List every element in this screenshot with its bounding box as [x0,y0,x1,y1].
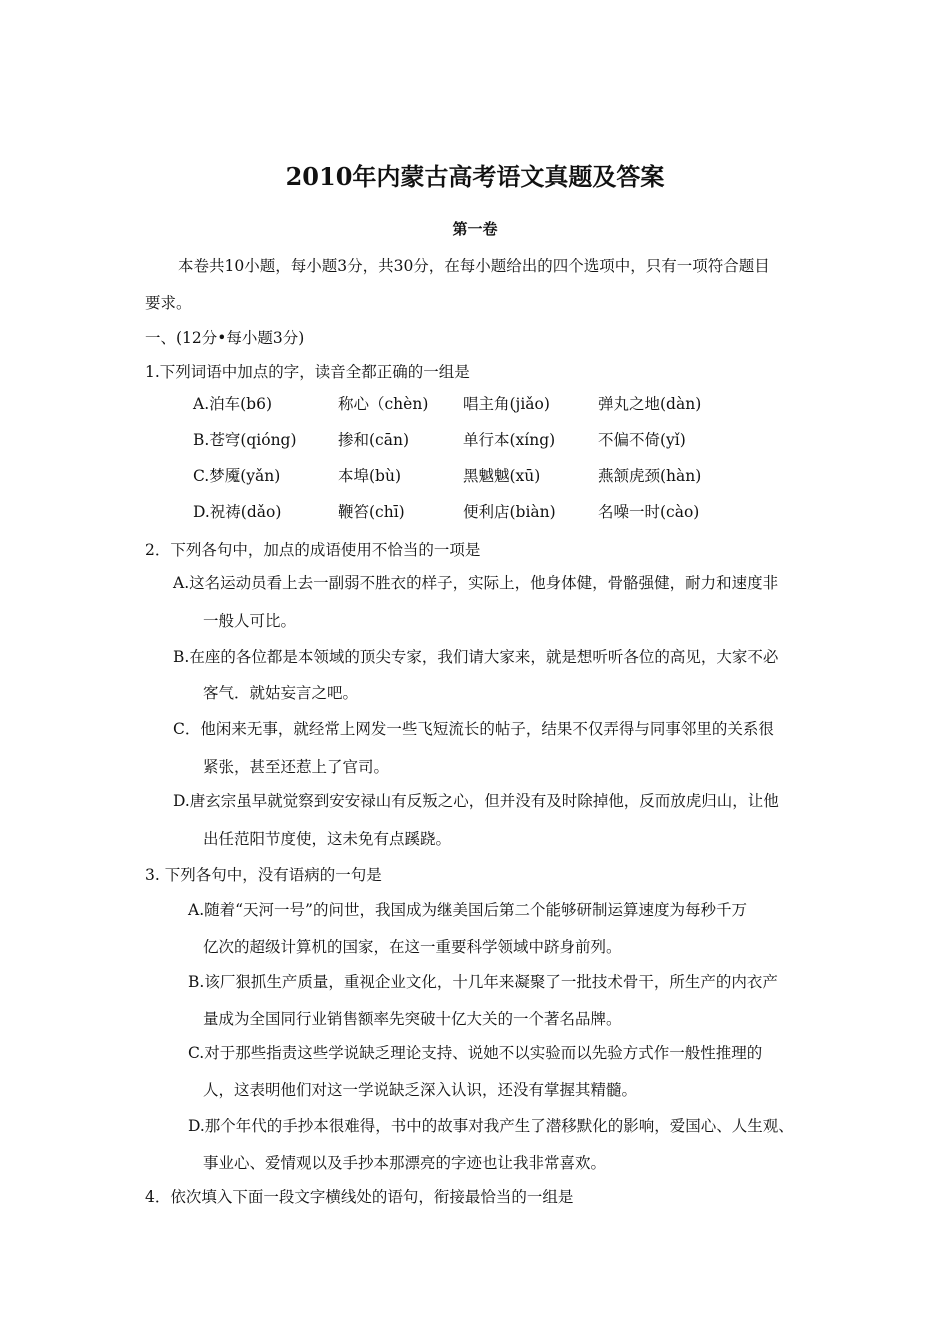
q1-option-c-3: 黑魆魆(xū) [463,467,541,485]
page-title: 2010年内蒙古高考语文真题及答案 [285,162,665,191]
q2-option-c-line2: 紧张，甚至还惹上了官司。 [203,758,390,776]
q1-option-c-1: C.梦魇(yǎn) [193,467,281,485]
q2-option-a-line1: A.这名运动员看上去一副弱不胜衣的样子，实际上，他身体健，骨骼强健，耐力和速度非 [173,574,779,592]
q1-option-d-2: 鞭笞(chī) [338,503,405,521]
q3-option-a-line2: 亿次的超级计算机的国家，在这一重要科学领域中跻身前列。 [203,938,622,956]
q3-option-b-line1: B.该厂狠抓生产质量，重视企业文化，十几年来凝聚了一批技术骨干，所生产的内衣产 [188,973,778,991]
q2-option-b-line2: 客气．就姑妄言之吧。 [203,684,359,702]
q2-option-c-line1: C．他闲来无事，就经常上网发一些飞短流长的帖子，结果不仅弄得与同事邻里的关系很 [173,720,774,738]
q3-option-b-line2: 量成为全国同行业销售额率先突破十亿大关的一个著名品牌。 [203,1010,622,1028]
q4-stem: 4．依次填入下面一段文字横线处的语句，衔接最恰当的一组是 [145,1188,574,1206]
q2-stem: 2．下列各句中，加点的成语使用不恰当的一项是 [145,541,481,559]
q1-option-b-3: 单行本(xíng) [463,431,556,449]
q3-option-c-line1: C.对于那些指责这些学说缺乏理论支持、说她不以实验而以先验方式作一般性推理的 [188,1044,763,1062]
q1-option-b-2: 掺和(cān) [338,431,409,449]
q3-stem: 3. 下列各句中，没有语病的一句是 [145,866,382,884]
q1-stem: 1.下列词语中加点的字，读音全都正确的一组是 [145,363,470,381]
q1-option-a-4: 弹丸之地(dàn) [598,395,702,413]
q3-option-d-line2: 事业心、爱情观以及手抄本那漂亮的字迹也让我非常喜欢。 [203,1154,607,1172]
q1-option-a-3: 唱主角(jiǎo) [463,395,550,413]
q2-option-d-line2: 出任范阳节度使，这未免有点蹊跷。 [203,830,452,848]
q2-option-d-line1: D.唐玄宗虽早就觉察到安安禄山有反叛之心，但并没有及时除掉他，反而放虎归山，让他 [173,792,779,810]
q1-option-d-1: D.祝祷(dǎo) [193,503,282,521]
q1-option-c-4: 燕颔虎颈(hàn) [598,467,702,485]
q2-option-a-line2: 一般人可比。 [203,612,297,630]
q1-option-d-3: 便利店(biàn) [463,503,556,521]
q1-option-b-4: 不偏不倚(yǐ) [598,431,686,449]
q3-option-c-line2: 人，这表明他们对这一学说缺乏深入认识，还没有掌握其精髓。 [203,1081,638,1099]
q1-option-d-4: 名噪一时(cào) [598,503,700,521]
q1-option-b-1: B.苍穹(qióng) [193,431,297,449]
q2-option-b-line1: B.在座的各位都是本领域的顶尖专家，我们请大家来，就是想听听各位的高见，大家不必 [173,648,779,666]
q3-option-a-line1: A.随着“天河一号”的问世，我国成为继美国后第二个能够研制运算速度为每秒千万 [188,901,747,919]
q1-option-a-1: A.泊车(b6) [193,395,272,413]
q1-option-c-2: 本埠(bù) [338,467,401,485]
intro-text-line2: 要求。 [145,294,192,312]
part-heading: 一、(12分•每小题3分) [145,329,305,347]
section-heading: 第一卷 [452,220,498,238]
q1-option-a-2: 称心（chèn) [338,395,429,413]
q3-option-d-line1: D.那个年代的手抄本很难得，书中的故事对我产生了潜移默化的影响，爱国心、人生观、 [188,1117,794,1135]
intro-text-line1: 本卷共10小题，每小题3分，共30分，在每小题给出的四个选项中，只有一项符合题目 [178,257,770,275]
